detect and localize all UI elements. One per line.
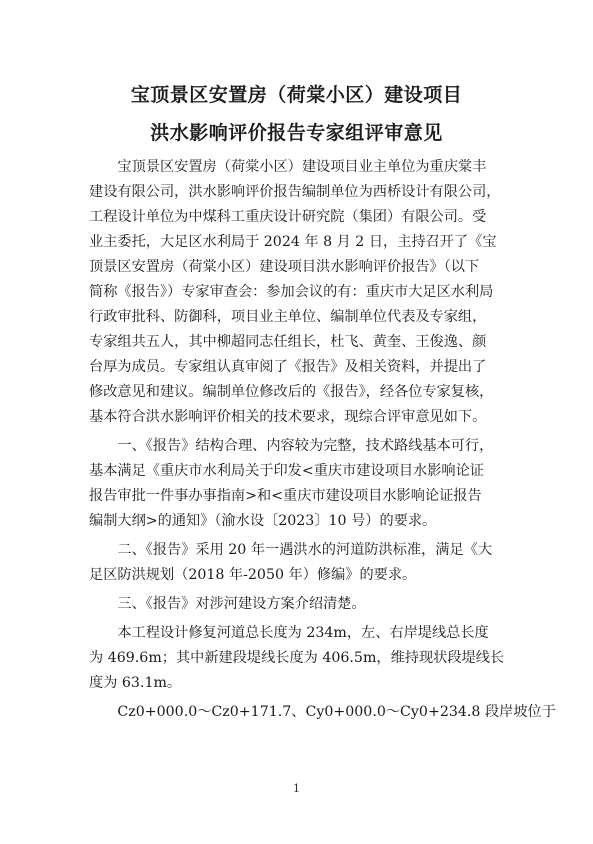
paragraph-line: 工程设计单位为中煤科工重庆设计研究院（集团）有限公司。受 bbox=[89, 209, 487, 225]
paragraph-line: 本工程设计修复河道总长度为 234m，左、右岸堤线总长度 bbox=[89, 625, 489, 641]
paragraph-line: 专家组共五人，其中柳超同志任组长，杜飞、黄奎、王俊逸、颜 bbox=[89, 334, 487, 350]
paragraph-line: 业主委托，大足区水利局于 2024 年 8 月 2 日，主持召开了《宝 bbox=[89, 234, 497, 250]
paragraph-line: Cz0+000.0～Cz0+171.7、Cy0+000.0～Cy0+234.8 段岸坡位于 bbox=[89, 704, 556, 720]
paragraph-line: 三、《报告》对涉河建设方案介绍清楚。 bbox=[89, 596, 366, 612]
paragraph-line: 度为 63.1m。 bbox=[89, 675, 182, 691]
paragraph-line: 台厚为成员。专家组认真审阅了《报告》及相关资料，并提出了 bbox=[89, 359, 487, 375]
paragraph-line: 宝顶景区安置房（荷棠小区）建设项目业主单位为重庆棠丰 bbox=[89, 159, 487, 175]
paragraph-line: 编制大纲>的通知》（渝水设〔2023〕10 号）的要求。 bbox=[89, 513, 437, 529]
paragraph-line: 报告审批一件事办事指南>和<重庆市建设项目水影响论证报告 bbox=[89, 488, 482, 504]
paragraph-line: 一、《报告》结构合理、内容较为完整，技术路线基本可行， bbox=[89, 438, 494, 454]
paragraph-line: 基本满足《重庆市水利局关于印发<重庆市建设项目水影响论证 bbox=[89, 463, 484, 479]
paragraph-line: 足区防洪规划（2018 年-2050 年）修编》的要求。 bbox=[89, 567, 417, 583]
page-number: 1 bbox=[293, 782, 300, 795]
paragraph-line: 简称《报告》）专家审查会：参加会议的有：重庆市大足区水利局 bbox=[89, 284, 494, 300]
paragraph-line: 二、《报告》采用 20 年一遇洪水的河道防洪标准，满足《大 bbox=[89, 542, 493, 558]
paragraph-line: 顶景区安置房（荷棠小区）建设项目洪水影响评价报告》（以下 bbox=[89, 259, 480, 275]
paragraph-line: 建设有限公司，洪水影响评价报告编制单位为西桥设计有限公司， bbox=[89, 184, 501, 200]
paragraph-line: 为 469.6m；其中新建段堤线长度为 406.5m，维持现状段堤线长 bbox=[89, 650, 505, 666]
paragraph-line: 修改意见和建议。编制单位修改后的《报告》，经各位专家复核， bbox=[89, 384, 494, 400]
body-text bbox=[89, 155, 556, 725]
title-line-2: 洪水影响评价报告专家组评审意见 bbox=[150, 122, 443, 144]
paragraph-line: 基本符合洪水影响评价相关的技术要求，现综合评审意见如下。 bbox=[89, 409, 487, 425]
paragraph-line: 行政审批科、防御科，项目业主单位、编制单位代表及专家组， bbox=[89, 309, 487, 325]
title-line-1: 宝顶景区安置房（荷棠小区）建设项目 bbox=[130, 84, 463, 106]
